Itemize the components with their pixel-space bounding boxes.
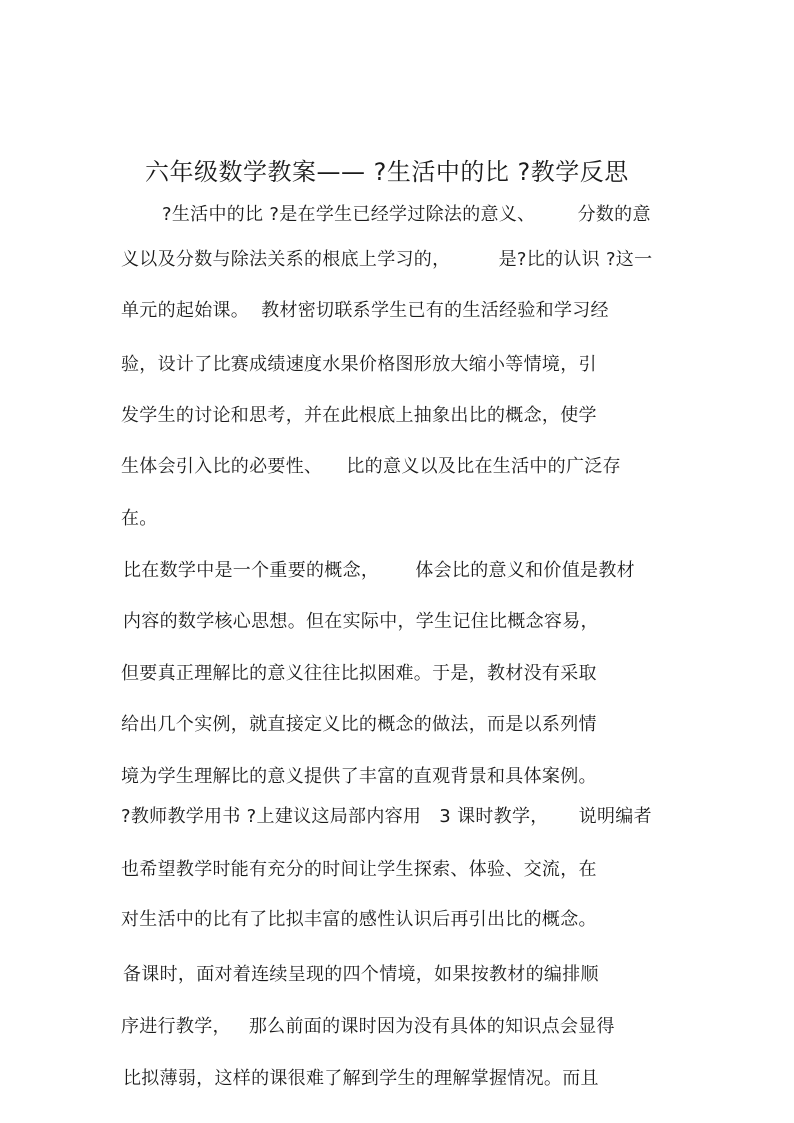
paragraph-line: ?教师教学用书 ?上建议这局部内容用 3 课时教学， 说明编者 <box>121 806 652 827</box>
paragraph-line: 发学生的讨论和思考，并在此根底上抽象出比的概念，使学 <box>121 405 597 426</box>
paragraph-line: 在。 <box>121 508 158 529</box>
document-title: 六年级数学教案—— ?生活中的比 ?教学反思 <box>145 158 629 186</box>
paragraph-line: 比拟薄弱，这样的课很难了解到学生的理解掌握情况。而且 <box>123 1068 599 1089</box>
paragraph-line: 比在数学中是一个重要的概念， 体会比的意义和价值是教材 <box>123 560 635 581</box>
paragraph-line: 序进行教学， 那么前面的课时因为没有具体的知识点会显得 <box>121 1016 615 1037</box>
paragraph-line: 给出几个实例，就直接定义比的概念的做法，而是以系列情 <box>121 714 597 735</box>
paragraph-line: 但要真正理解比的意义往往比拟困难。于是，教材没有采取 <box>121 663 597 684</box>
paragraph-line: 验，设计了比赛成绩速度水果价格图形放大缩小等情境，引 <box>121 354 597 375</box>
paragraph-line: 境为学生理解比的意义提供了丰富的直观背景和具体案例。 <box>121 766 597 787</box>
paragraph-line: 单元的起始课。 教材密切联系学生已有的生活经验和学习经 <box>121 300 609 321</box>
paragraph-line: ?生活中的比 ?是在学生已经学过除法的意义、 分数的意 <box>162 204 651 225</box>
paragraph-line: 内容的数学核心思想。但在实际中，学生记住比概念容易， <box>123 611 599 632</box>
paragraph-line: 对生活中的比有了比拟丰富的感性认识后再引出比的概念。 <box>121 909 597 930</box>
paragraph-line: 备课时，面对着连续呈现的四个情境，如果按教材的编排顺 <box>123 964 599 985</box>
paragraph-line: 义以及分数与除法关系的根底上学习的， 是?比的认识 ?这一 <box>121 249 653 270</box>
paragraph-line: 生体会引入比的必要性、 比的意义以及比在生活中的广泛存 <box>121 456 621 477</box>
paragraph-line: 也希望教学时能有充分的时间让学生探索、体验、交流，在 <box>121 859 597 880</box>
